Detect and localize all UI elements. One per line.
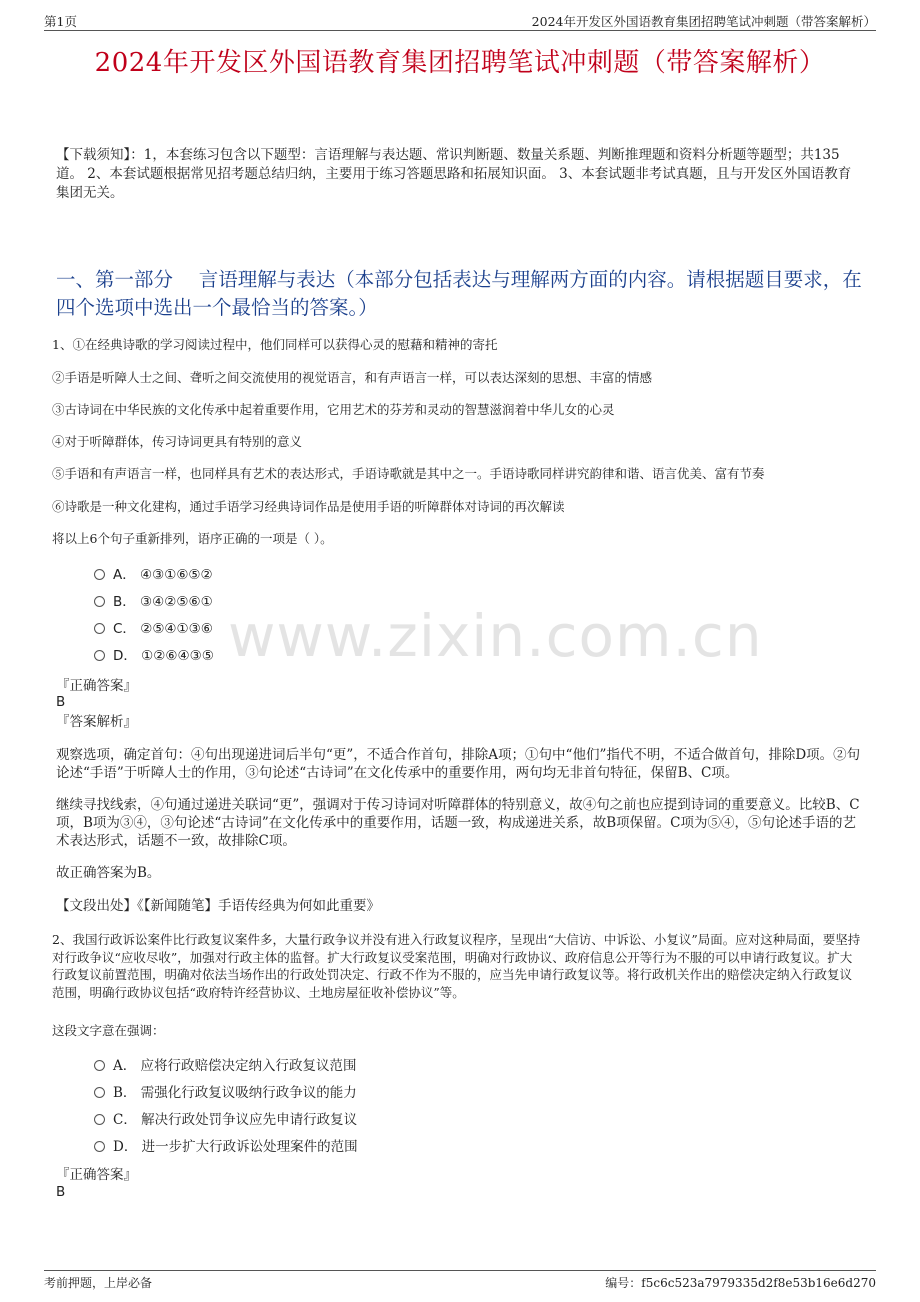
document-title: 2024年开发区外国语教育集团招聘笔试冲刺题（带答案解析） — [94, 48, 826, 78]
q2-text: 2、我国行政诉讼案件比行政复议案件多，大量行政争议并没有进入行政复议程序，呈现出“大信访、中诉讼、小复议”局面。应对这种局面，要坚持对行政争议“应收尽收”，加强对行政主体的监督。扩大行政复议受案范围，明确对行政协议、政府信息公开等行为不服的可以申请行政复议。扩大行政复议前置范围，明确对依法当场作出的行政处罚决定、行政不作为不服的，应当先申请行政复议等。将行政机关作出的赔偿决定纳入行政复议范围，明确行政协议包括“政府特许经营协议、土地房屋征收补偿协议”等。 — [52, 932, 861, 1000]
page-header — [44, 12, 876, 31]
q2-option-a-text: A． 应将行政赔偿决定纳入行政复议范围 — [113, 1058, 357, 1074]
radio-icon[interactable] — [94, 1114, 105, 1125]
q2-option-d[interactable] — [94, 1139, 358, 1155]
q2-option-a[interactable] — [94, 1058, 357, 1074]
radio-icon[interactable] — [94, 569, 105, 580]
q1-option-a[interactable] — [94, 567, 213, 583]
page-footer — [44, 1270, 876, 1289]
q2-answer: B — [56, 1184, 66, 1200]
radio-icon[interactable] — [94, 1141, 105, 1152]
q2-option-c-text: C． 解决行政处罚争议应先申请行政复议 — [113, 1112, 358, 1128]
q1-answer: B — [56, 694, 66, 710]
section-heading: 一、第一部分 言语理解与表达（本部分包括表达与理解两方面的内容。请根据题目要求，在四个选项中选出一个最恰当的答案。） — [56, 268, 862, 319]
footer-doc-id: 编号：f5c6c523a7979335d2f8e53b16e6d270 — [605, 1276, 876, 1290]
q1-line-5: ⑤手语和有声语言一样，也同样具有艺术的表达形式，手语诗歌就是其中之一。手语诗歌同样讲究韵律和谐、语言优美、富有节奏 — [52, 466, 765, 481]
q1-option-b[interactable] — [94, 594, 213, 610]
q1-option-c[interactable] — [94, 621, 213, 637]
q1-source: 【文段出处】《【新闻随笔】手语传经典为何如此重要》 — [56, 898, 380, 914]
q1-option-a-text: A． ④③①⑥⑤② — [113, 567, 213, 583]
radio-icon[interactable] — [94, 650, 105, 661]
q1-line-3: ③古诗词在中华民族的文化传承中起着重要作用，它用艺术的芬芳和灵动的智慧滋润着中华儿女的心灵 — [52, 402, 615, 417]
q2-prompt: 这段文字意在强调： — [52, 1023, 165, 1038]
q1-option-d[interactable] — [94, 648, 214, 664]
q1-answer-label: 『正确答案』 — [56, 678, 137, 694]
radio-icon[interactable] — [94, 623, 105, 634]
q2-option-b-text: B． 需强化行政复议吸纳行政争议的能力 — [113, 1085, 357, 1101]
q1-analysis-1: 观察选项，确定首句：④句出现递进词后半句“更”，不适合作首句，排除A项；①句中“他们”指代不明，不适合做首句，排除D项。②句论述“手语”于听障人士的作用，③句论述“古诗词”在文化传承中的重要作用，两句均无非首句特征，保留B、C项。 — [56, 747, 861, 781]
q1-line-1: 1、①在经典诗歌的学习阅读过程中，他们同样可以获得心灵的慰藉和精神的寄托 — [52, 337, 498, 352]
download-notice: 【下载须知】：1，本套练习包含以下题型：言语理解与表达题、常识判断题、数量关系题、判断推理题和资料分析题等题型；共135道。 2、本套试题根据常见招考题总结归纳，主要用于练习答题思路和拓展知识面。 3、本套试题非考试真题，且与开发区外国语教育集团无关。 — [56, 147, 852, 201]
q2-answer-label: 『正确答案』 — [56, 1167, 137, 1183]
watermark: www.zixin.com.cn — [228, 602, 763, 670]
q1-option-b-text: B． ③④②⑤⑥① — [113, 594, 213, 610]
header-doc-title: 2024年开发区外国语教育集团招聘笔试冲刺题（带答案解析） — [531, 14, 876, 29]
q1-line-4: ④对于听障群体，传习诗词更具有特别的意义 — [52, 434, 303, 449]
radio-icon[interactable] — [94, 1060, 105, 1071]
q2-option-c[interactable] — [94, 1112, 357, 1128]
footer-slogan: 考前押题，上岸必备 — [44, 1276, 153, 1290]
q1-option-c-text: C． ②⑤④①③⑥ — [113, 621, 213, 637]
q2-option-d-text: D． 进一步扩大行政诉讼处理案件的范围 — [113, 1139, 358, 1155]
q1-analysis-3: 故正确答案为B。 — [56, 865, 161, 881]
q1-analysis-label: 『答案解析』 — [56, 714, 137, 730]
q1-prompt: 将以上6个句子重新排列，语序正确的一项是（ ）。 — [52, 531, 333, 546]
q1-analysis-2: 继续寻找线索，④句通过递进关联词“更”，强调对于传习诗词对听障群体的特别意义，故④句之前也应提到诗词的重要意义。比较B、C项，B项为③④，③句论述“古诗词”在文化传承中的重要作用，话题一致，构成递进关系，故B项保留。C项为⑤④，⑤句论述手语的艺术表达形式，话题不一致，故排除C项。 — [56, 797, 860, 849]
page-number: 第1页 — [44, 14, 77, 29]
radio-icon[interactable] — [94, 596, 105, 607]
q1-line-2: ②手语是听障人士之间、聋听之间交流使用的视觉语言，和有声语言一样，可以表达深刻的思想、丰富的情感 — [52, 370, 653, 385]
q2-option-b[interactable] — [94, 1085, 357, 1101]
radio-icon[interactable] — [94, 1087, 105, 1098]
q1-option-d-text: D． ①②⑥④③⑤ — [113, 648, 214, 664]
q1-line-6: ⑥诗歌是一种文化建构，通过手语学习经典诗词作品是使用手语的听障群体对诗词的再次解读 — [52, 499, 565, 514]
